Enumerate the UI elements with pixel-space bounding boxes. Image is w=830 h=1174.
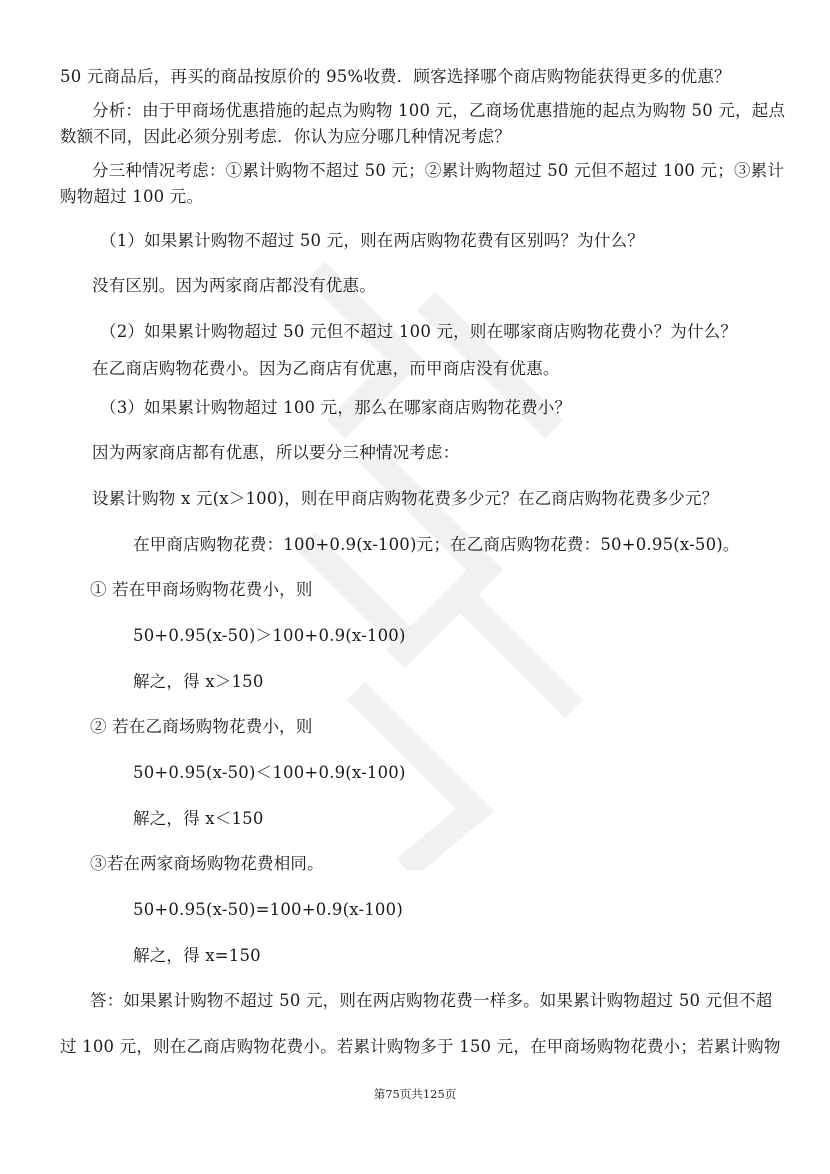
solution-3: 解之，得 x=150 xyxy=(133,946,261,965)
solution-1: 解之，得 x＞150 xyxy=(133,672,264,691)
solution-2: 解之，得 x＜150 xyxy=(133,809,264,828)
equation-3: 50+0.95(x-50)=100+0.9(x-100) xyxy=(133,900,403,919)
text-line-11: 因为两家商店都有优惠，所以要分三种情况考虑： xyxy=(92,443,460,462)
answer-line-1: 答：如果累计购物不超过 50 元，则在两店购物花费一样多。如果累计购物超过 50 元但不超 xyxy=(90,991,773,1010)
text-line-10: （3）如果累计购物超过 100 元，那么在哪家商店购物花费小？ xyxy=(100,398,572,417)
text-line-12: 设累计购物 x 元(x＞100)，则在甲商店购物花费多少元？在乙商店购物花费多少元？ xyxy=(92,489,719,508)
answer-line-2: 过 100 元，则在乙商店购物花费小。若累计购物多于 150 元，在甲商场购物花费小；若累计购物 xyxy=(60,1037,781,1056)
text-line-13: 在甲商店购物花费：100+0.9(x-100)元；在乙商店购物花费：50+0.95(x-50)。 xyxy=(133,535,740,554)
equation-1: 50+0.95(x-50)＞100+0.9(x-100) xyxy=(133,626,406,645)
text-line-17: ② 若在乙商场购物花费小，则 xyxy=(90,717,313,736)
text-line-7: 没有区别。因为两家商店都没有优惠。 xyxy=(92,276,376,295)
text-line-6: （1）如果累计购物不超过 50 元，则在两店购物花费有区别吗？为什么？ xyxy=(100,231,644,250)
text-line-4: 分三种情况考虑：①累计购物不超过 50 元；②累计购物超过 50 元但不超过 100 元；③累计 xyxy=(92,161,785,180)
text-line-14: ① 若在甲商场购物花费小，则 xyxy=(90,580,313,599)
text-line-8: （2）如果累计购物超过 50 元但不超过 100 元，则在哪家商店购物花费小？为什么？ xyxy=(100,322,738,341)
text-line-3: 数额不同，因此必须分别考虑．你认为应分哪几种情况考虑？ xyxy=(60,127,511,146)
text-line-5: 购物超过 100 元。 xyxy=(60,187,204,206)
text-line-1: 50 元商品后，再买的商品按原价的 95%收费．顾客选择哪个商店购物能获得更多的优惠？ xyxy=(60,67,731,86)
page-number: 第75页共125页 xyxy=(373,1087,457,1101)
text-line-2: 分析：由于甲商场优惠措施的起点为购物 100 元，乙商场优惠措施的起点为购物 50 元，起点 xyxy=(92,101,786,120)
equation-2: 50+0.95(x-50)＜100+0.9(x-100) xyxy=(133,763,406,782)
text-line-9: 在乙商店购物花费小。因为乙商店有优惠，而甲商店没有优惠。 xyxy=(92,359,560,378)
text-line-20: ③若在两家商场购物花费相同。 xyxy=(90,854,324,873)
